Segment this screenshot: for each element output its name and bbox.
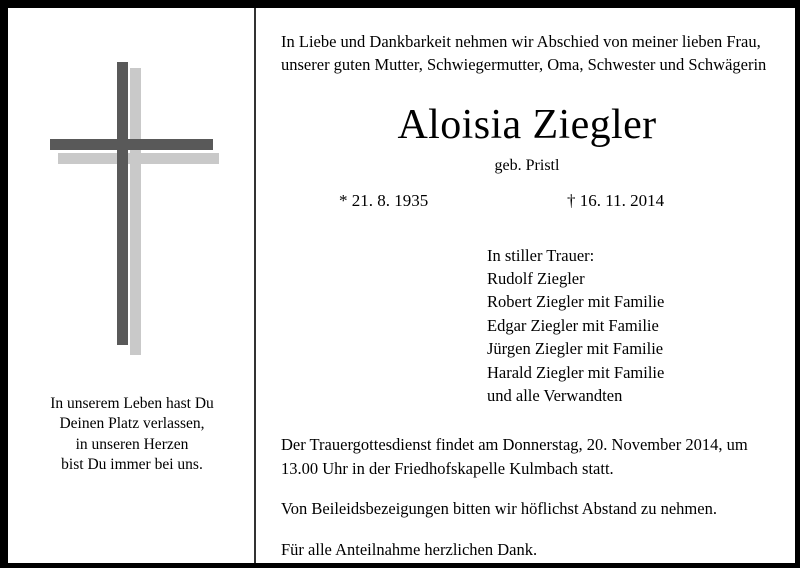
service-details — [281, 433, 773, 561]
deceased-name: Aloisia Ziegler — [397, 101, 657, 148]
mourner-name: Edgar Ziegler mit Familie — [487, 315, 659, 335]
mourner-name: Harald Ziegler mit Familie — [487, 362, 665, 382]
intro-text: In Liebe und Dankbarkeit nehmen wir Abschied von meiner lieben Frau, unserer guten Mutter, Schwiegermutter, Oma, Schwester und Schwägerin — [281, 32, 767, 75]
mourners-list — [281, 244, 773, 408]
mourners-heading: In stiller Trauer: — [487, 245, 595, 265]
birth-date: * 21. 8. 1935 — [339, 191, 429, 211]
service-announcement: Der Trauergottesdienst findet am Donnerstag, 20. November 2014, um 13.00 Uhr in der Friedhofskapelle Kulmbach statt. — [281, 435, 748, 478]
notice-body — [8, 8, 795, 563]
mourner-name: Robert Ziegler mit Familie — [487, 292, 665, 312]
cross-shadow-horizontal-beam — [58, 153, 219, 164]
death-date: † 16. 11. 2014 — [567, 191, 665, 211]
maiden-name: geb. Pristl — [494, 156, 560, 174]
cross-vertical-beam — [117, 62, 128, 345]
condolences-note: Von Beileidsbezeigungen bitten wir höflichst Abstand zu nehmen. — [281, 499, 717, 519]
cross-horizontal-beam — [50, 139, 213, 150]
verse-line: Deinen Platz verlassen, — [59, 415, 205, 433]
mourner-name: und alle Verwandten — [487, 386, 623, 406]
memorial-verse — [8, 394, 256, 476]
verse-line: bist Du immer bei uns. — [61, 456, 203, 474]
mourner-name: Rudolf Ziegler — [487, 268, 585, 288]
right-column — [256, 8, 795, 563]
verse-line: In unserem Leben hast Du — [50, 395, 214, 412]
mourner-name: Jürgen Ziegler mit Familie — [487, 339, 664, 359]
christian-cross-icon — [8, 8, 256, 368]
verse-line: in unseren Herzen — [75, 435, 189, 453]
thanks-note: Für alle Anteilnahme herzlichen Dank. — [281, 539, 538, 559]
life-dates — [281, 191, 773, 211]
left-column — [8, 8, 256, 563]
cross-shadow-vertical-beam — [130, 68, 141, 355]
